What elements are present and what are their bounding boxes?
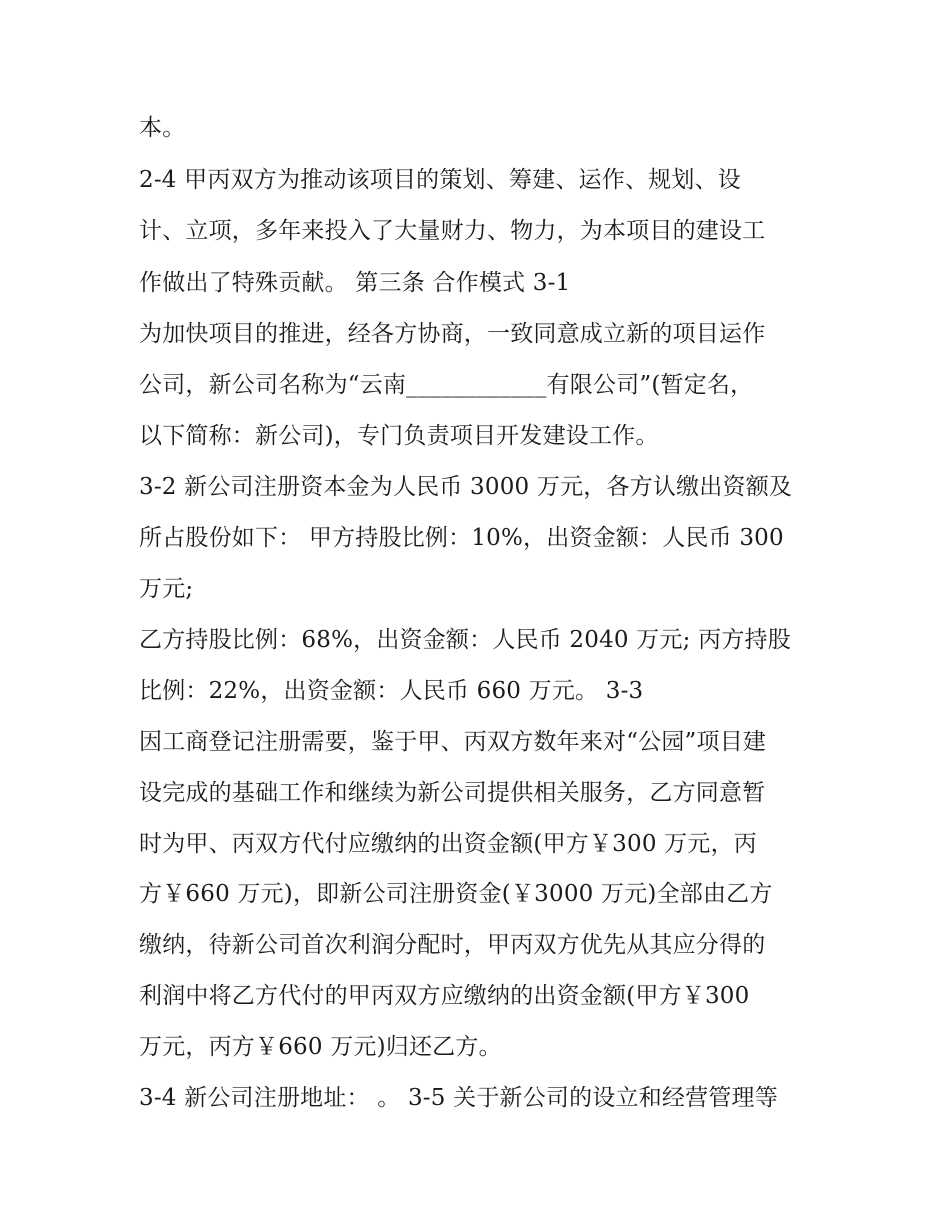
text-line: 时为甲、丙双方代付应缴纳的出资金额(甲方￥300 万元，丙 xyxy=(139,831,757,857)
text-line: 本。 xyxy=(139,115,186,141)
text-line: 计、立项，多年来投入了大量财力、物力，为本项目的建设工 xyxy=(139,218,766,244)
text-line: 比例：22%，出资金额：人民币 660 万元。 3-3 xyxy=(139,678,644,704)
text-line: 缴纳，待新公司首次利润分配时，甲丙双方优先从其应分得的 xyxy=(139,932,766,958)
text-line: 乙方持股比例：68%，出资金额：人民币 2040 万元; 丙方持股 xyxy=(139,627,791,653)
text-line: 为加快项目的推进，经各方协商，一致同意成立新的项目运作 xyxy=(139,321,766,347)
text-line: 万元; xyxy=(139,576,194,602)
text-line: 方￥660 万元)，即新公司注册资金(￥3000 万元)全部由乙方 xyxy=(139,881,773,907)
text-line: 2-4 甲丙双方为推动该项目的策划、筹建、运作、规划、设 xyxy=(139,167,741,193)
text-line: 万元，丙方￥660 万元)归还乙方。 xyxy=(139,1034,502,1060)
text-line: 设完成的基础工作和继续为新公司提供相关服务，乙方同意暂 xyxy=(139,780,766,806)
text-line: 3-4 新公司注册地址： 。 3-5 关于新公司的设立和经营管理等 xyxy=(139,1085,778,1111)
text-line: 以下简称：新公司)，专门负责项目开发建设工作。 xyxy=(139,423,659,449)
text-line: 3-2 新公司注册资本金为人民币 3000 万元，各方认缴出资额及 xyxy=(139,474,793,500)
text-line: 公司，新公司名称为“云南____________有限公司”(暂定名， xyxy=(139,372,754,398)
text-line: 所占股份如下： 甲方持股比例：10%，出资金额：人民币 300 xyxy=(139,525,784,551)
text-line: 利润中将乙方代付的甲丙双方应缴纳的出资金额(甲方￥300 xyxy=(139,983,750,1009)
text-line: 因工商登记注册需要，鉴于甲、丙双方数年来对“公园”项目建 xyxy=(139,729,767,755)
text-line: 作做出了特殊贡献。 第三条 合作模式 3-1 xyxy=(139,270,571,296)
